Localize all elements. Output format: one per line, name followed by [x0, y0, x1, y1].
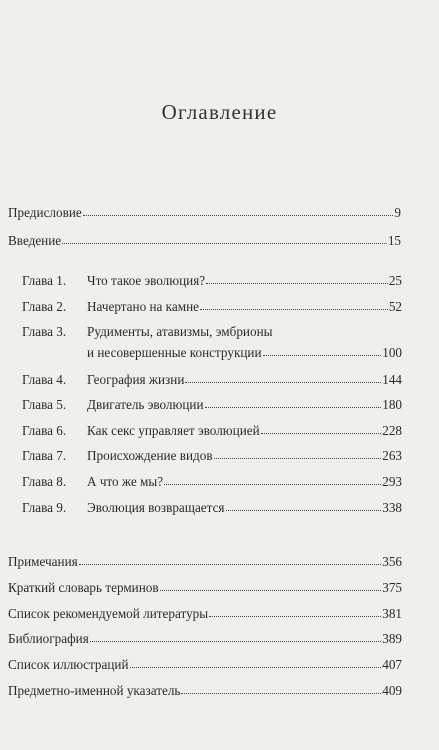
toc-page-number: 263 [382, 448, 402, 463]
toc-page-number: 389 [382, 631, 402, 646]
toc-entry-chapter-3-line-1[interactable] [22, 325, 273, 338]
toc-entry-title: Краткий словарь терминов [8, 580, 159, 595]
toc-entry-chapter-3-line-2[interactable] [87, 346, 402, 359]
leader-dots [206, 283, 388, 284]
leader-dots [263, 355, 382, 356]
toc-entry-title: Рудименты, атавизмы, эмбрионы [87, 324, 273, 339]
leader-dots [226, 510, 382, 511]
toc-page-number: 356 [382, 554, 402, 569]
toc-entry-notes[interactable] [8, 555, 402, 568]
toc-page-number: 375 [382, 580, 402, 595]
toc-entry-title-continued: и несовершенные конструкции [87, 345, 262, 360]
leader-dots [90, 641, 381, 642]
toc-page-number: 228 [382, 423, 402, 438]
chapter-label: Глава 2. [22, 299, 67, 314]
leader-dots [185, 382, 381, 383]
toc-entry-title: Начертано на камне [87, 299, 200, 314]
toc-entry-glossary[interactable] [8, 581, 402, 594]
toc-entry-title: География жизни [87, 372, 185, 387]
leader-dots [181, 693, 381, 694]
toc-entry-title: А что же мы? [87, 474, 164, 489]
toc-entry-title: Предисловие [8, 205, 82, 220]
toc-page-number: 180 [382, 397, 402, 412]
leader-dots [83, 215, 394, 216]
toc-entry-title: Происхождение видов [87, 448, 213, 463]
toc-page-number: 407 [382, 657, 402, 672]
chapter-label: Глава 3. [22, 324, 67, 339]
chapter-label: Глава 5. [22, 397, 67, 412]
toc-page-number: 144 [382, 372, 402, 387]
toc-entry-index[interactable] [8, 684, 402, 697]
toc-entry-preface[interactable] [8, 206, 401, 219]
toc-entry-illustrations[interactable] [8, 658, 402, 671]
leader-dots [209, 616, 381, 617]
toc-entry-bibliography[interactable] [8, 632, 402, 645]
toc-entry-title: Двигатель эволюции [87, 397, 204, 412]
toc-entry-chapter-8[interactable] [22, 475, 402, 488]
toc-page-number: 293 [382, 474, 402, 489]
toc-page-number: 25 [388, 273, 402, 288]
leader-dots [79, 564, 382, 565]
toc-page-number: 381 [382, 606, 402, 621]
leader-dots [164, 484, 381, 485]
toc-entry-title: Что такое эволюция? [87, 273, 206, 288]
toc-entry-title: Примечания [8, 554, 78, 569]
page-title: Оглавление [161, 100, 278, 124]
toc-entry-title: Как секс управляет эволюцией [87, 423, 260, 438]
leader-dots [261, 433, 382, 434]
toc-entry-chapter-2[interactable] [22, 300, 402, 313]
leader-dots [160, 590, 382, 591]
toc-page-number: 52 [388, 299, 402, 314]
toc-page-number: 338 [382, 500, 402, 515]
toc-entry-title: Список рекомендуемой литературы [8, 606, 209, 621]
toc-page-number: 409 [382, 683, 402, 698]
leader-dots [200, 309, 388, 310]
toc-entry-chapter-9[interactable] [22, 501, 402, 514]
toc-entry-introduction[interactable] [8, 234, 401, 247]
toc-entry-chapter-6[interactable] [22, 424, 402, 437]
chapter-label: Глава 6. [22, 423, 67, 438]
toc-entry-title: Предметно-именной указатель [8, 683, 181, 698]
toc-entry-chapter-5[interactable] [22, 398, 402, 411]
toc-entry-chapter-4[interactable] [22, 373, 402, 386]
toc-page-number: 9 [394, 205, 401, 220]
toc-entry-title: Эволюция возвращается [87, 500, 225, 515]
chapter-label: Глава 9. [22, 500, 67, 515]
toc-page-number: 100 [382, 345, 402, 360]
leader-dots [214, 458, 382, 459]
toc-entry-chapter-1[interactable] [22, 274, 402, 287]
toc-entry-title: Список иллюстраций [8, 657, 129, 672]
chapter-label: Глава 8. [22, 474, 67, 489]
chapter-label: Глава 7. [22, 448, 67, 463]
toc-entry-chapter-7[interactable] [22, 449, 402, 462]
toc-entry-further-reading[interactable] [8, 607, 402, 620]
toc-entry-title: Введение [8, 233, 62, 248]
toc-entry-title: Библиография [8, 631, 89, 646]
leader-dots [130, 667, 382, 668]
chapter-label: Глава 1. [22, 273, 67, 288]
leader-dots [205, 407, 382, 408]
chapter-label: Глава 4. [22, 372, 67, 387]
toc-page-number: 15 [387, 233, 401, 248]
leader-dots [62, 243, 387, 244]
